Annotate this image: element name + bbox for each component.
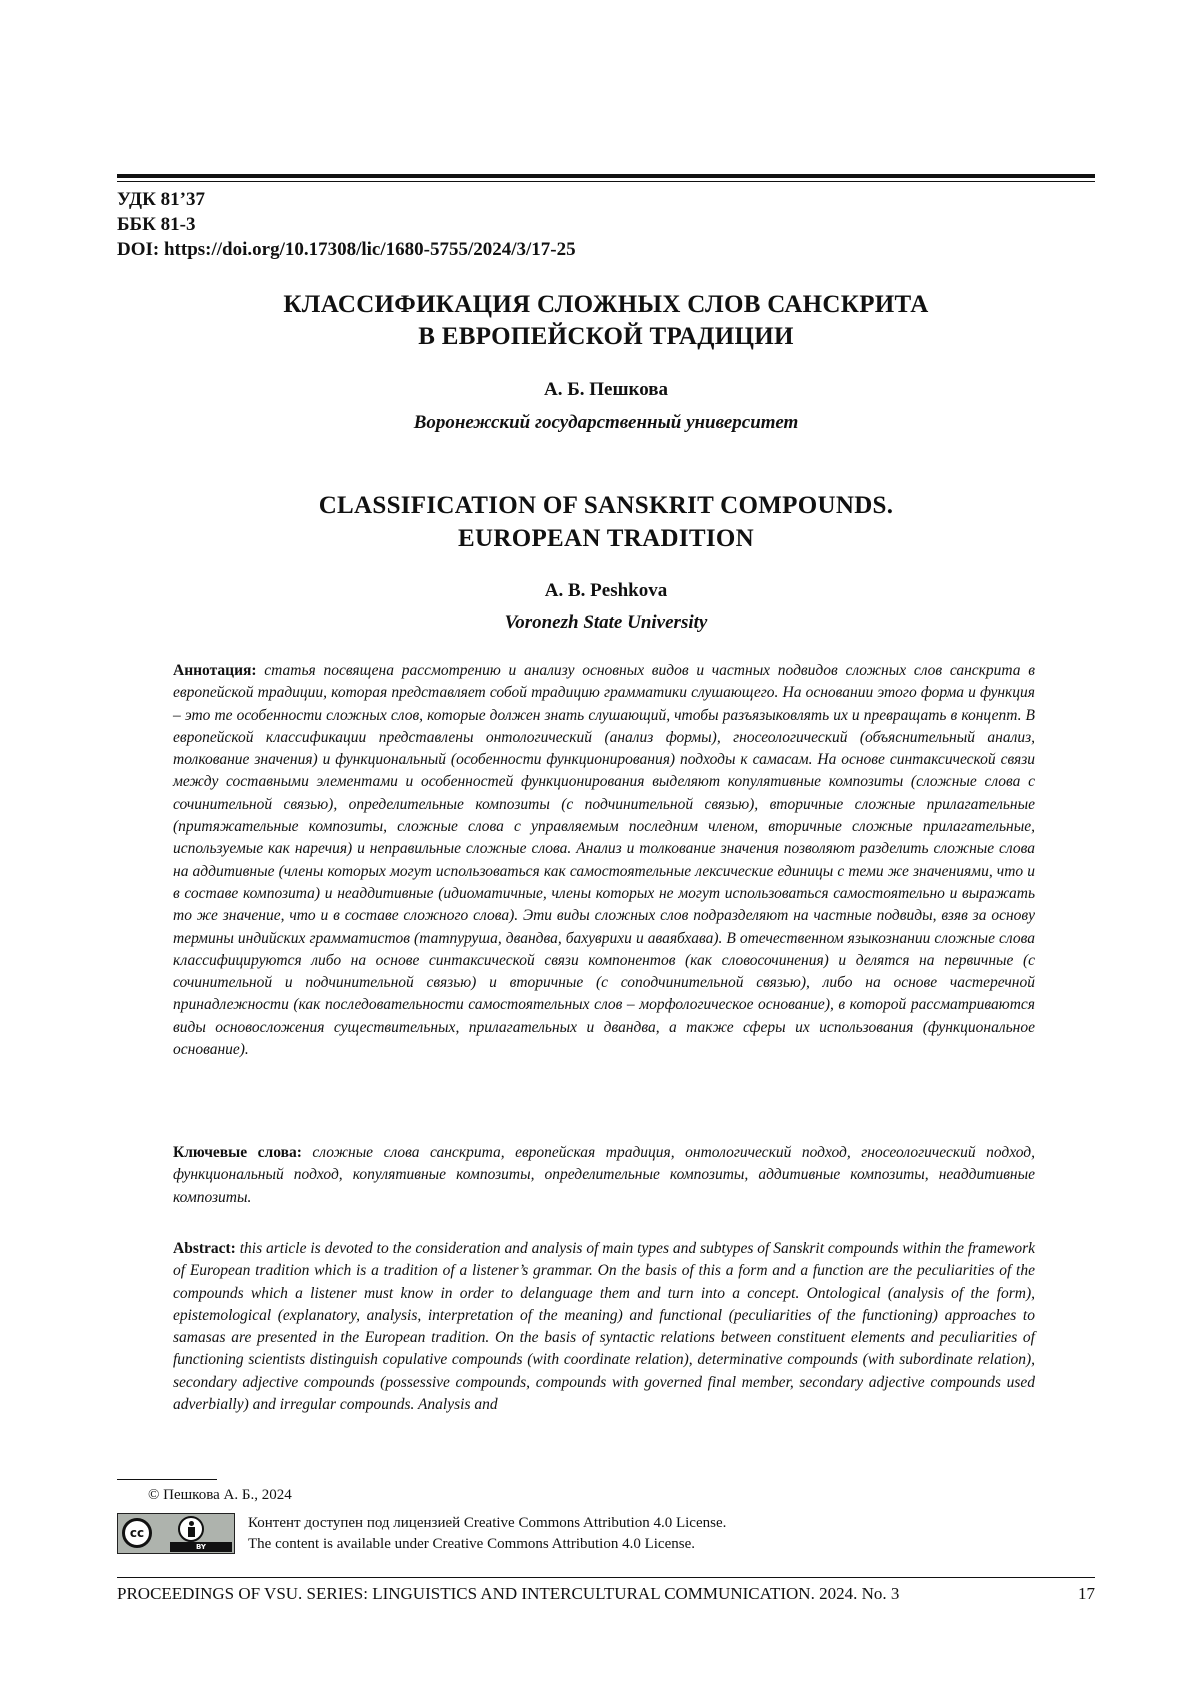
title-en-line2: EUROPEAN TRADITION: [117, 522, 1095, 555]
keywords-ru-label: Ключевые слова:: [173, 1144, 302, 1161]
cc-icon: cc: [122, 1518, 152, 1548]
title-russian: [117, 289, 1095, 353]
person-head-shape: [189, 1521, 194, 1526]
abstract-en-text: this article is devoted to the consideration and analysis of main types and subtypes of Sanskrit compounds within the framework of European tradition which is a tradition of a listener’s grammar. On the basis of this a form and a function are the peculiarities of the compounds which a listener must know in order to delanguage them and turn into a concept. Ontological (analysis of the form), epistemological (explanatory, analysis, interpretation of the meaning) and functional (peculiarities of the functioning) approaches to samasas are presented in the European tradition. On the basis of syntactic relations between constituent elements and peculiarities of functioning scientists distinguish copulative compounds (with coordinate relation), determinative compounds (with subordinate relation), secondary adjective compounds (possessive compounds, compounds with governed final member, secondary adjective compounds used adverbially) and irregular compounds. Analysis and: [173, 1240, 1035, 1413]
footer-rule: [117, 1577, 1095, 1578]
running-footer-title: PROCEEDINGS OF VSU. SERIES: LINGUISTICS AND INTERCULTURAL COMMUNICATION. 2024. No. 3: [117, 1584, 899, 1604]
abstract-en-label: Abstract:: [173, 1240, 236, 1257]
udk-code: УДК 81’37: [117, 187, 576, 212]
author-russian: А. Б. Пешкова: [117, 379, 1095, 401]
abstract-ru-label: Аннотация:: [173, 662, 257, 679]
attribution-person-icon: [178, 1516, 204, 1542]
title-english: [117, 489, 1095, 555]
license-ru: Контент доступен под лицензией Creative Commons Attribution 4.0 License.: [248, 1513, 726, 1534]
license-text: [248, 1513, 726, 1555]
doi-link[interactable]: DOI: https://doi.org/10.17308/lic/1680-5755/2024/3/17-25: [117, 237, 576, 262]
footnote-rule: [117, 1479, 217, 1480]
copyright-notice: © Пешкова А. Б., 2024: [148, 1487, 292, 1504]
header-rule-thin: [117, 181, 1095, 182]
abstract-russian: [173, 660, 1035, 1061]
author-english: A. B. Peshkova: [117, 580, 1095, 602]
title-ru-line2: В ЕВРОПЕЙСКОЙ ТРАДИЦИИ: [117, 321, 1095, 353]
cc-by-license-badge[interactable]: [117, 1513, 235, 1554]
title-en-line1: CLASSIFICATION OF SANSKRIT COMPOUNDS.: [117, 489, 1095, 522]
header-rule-thick: [117, 174, 1095, 178]
page-number: 17: [1078, 1584, 1095, 1604]
by-label: BY: [170, 1542, 232, 1552]
keywords-russian: [173, 1142, 1035, 1209]
abstract-ru-text: статья посвящена рассмотрению и анализу основных видов и частных подвидов сложных слов санскрита в европейской традиции, которая представляет собой традицию грамматики слушающего. На основании этого форма и функция – это те особенности сложных слов, которые должен знать слушающий, чтобы разъязыковлять их и превращать в концепт. В европейской классификации представлены онтологический (анализ формы), гносеологический (объяснительный анализ, толкование значения) и функциональный (особенности функционирования) подходы к самасам. На основе синтаксической связи между составными элементами и особенностей функционирования выделяют копулятивные композиты (сложные слова с сочинительной связью), определительные композиты (с подчинительной связью), вторичные сложные прилагательные (притяжательные композиты, сложные слова с управляемым последним членом, вторичные сложные прилагательные, используемые как наречия) и неправильные сложные слова. Анализ и толкование значения позволяют разделить сложные слова на аддитивные (члены которых могут использоваться как самостоятельные лексические единицы с теми же значениями, что и в составе композита) и неаддитивные (идиоматичные, члены которых не могут использоваться самостоятельно и выражать то же значение, что и в составе сложного слова). Эти виды сложных слов подразделяют на частные подвиды, взяв за основу термины индийских грамматистов (татпуруша, двандва, бахуврихи и аваябхава). В отечественном языкознании сложные слова классифицируются либо на основе синтаксической связи компонентов (как словосочинения) и делятся на первичные (с сочинительной и подчинительной связью) и вторичные (с соподчинительной связью), либо на основе частеречной принадлежности (как последовательности самостоятельных слов – морфологическое основание), в которой рассматриваются виды основосложения существительных, прилагательных и двандва, а также сферы их использования (функциональное основание).: [173, 662, 1035, 1058]
license-en: The content is available under Creative Commons Attribution 4.0 License.: [248, 1534, 726, 1555]
keywords-ru-text: сложные слова санскрита, европейская традиция, онтологический подход, гносеологический подход, функциональный подход, копулятивные композиты, определительные композиты, аддитивные композиты, неаддитивные композиты.: [173, 1144, 1035, 1206]
person-body-shape: [188, 1527, 195, 1537]
classification-block: [117, 187, 576, 262]
bbk-code: ББК 81-3: [117, 212, 576, 237]
affiliation-russian: Воронежский государственный университет: [117, 412, 1095, 434]
abstract-english: [173, 1238, 1035, 1416]
affiliation-english: Voronezh State University: [117, 612, 1095, 634]
title-ru-line1: КЛАССИФИКАЦИЯ СЛОЖНЫХ СЛОВ САНСКРИТА: [117, 289, 1095, 321]
